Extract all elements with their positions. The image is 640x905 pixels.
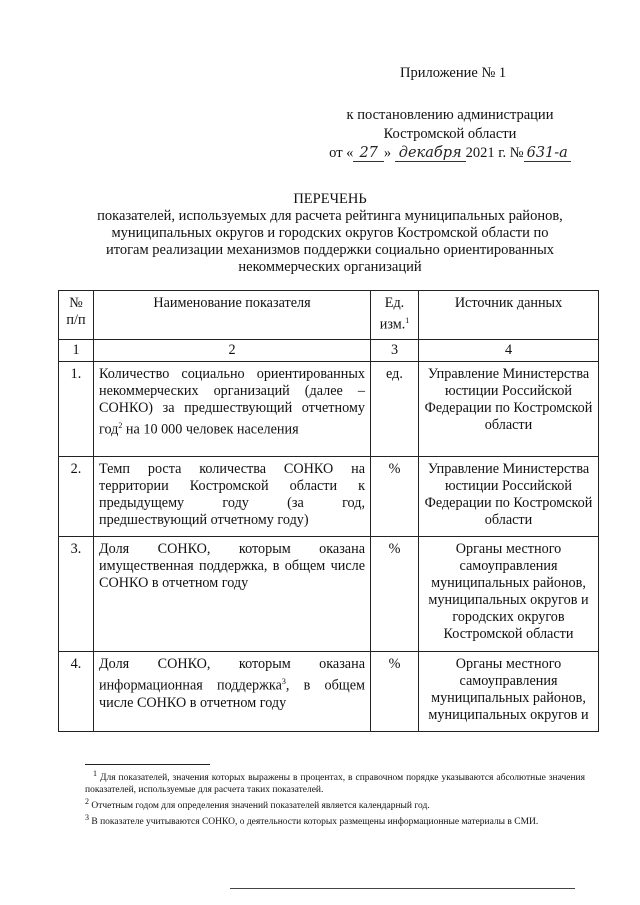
footnote-mark: 1 [93,769,97,778]
row-unit: ед. [371,362,419,457]
row-name [94,362,371,457]
footnote-mark: 2 [85,797,89,807]
document-subtitle: показателей, используемых для расчета рейтинга муниципальных районов, муниципальных округов и городских округов Костромской области по итогам реализации механизмов поддержки социально ориентированных некоммерческих организаций [97,208,563,275]
row-unit: % [371,652,419,732]
row-source: Органы местного самоуправления муниципальных районов, муниципальных округов и [419,652,599,732]
appendix-label: Приложение № 1 [400,65,507,81]
row-num: 3. [59,537,94,652]
header-name: Наименование показателя [94,291,371,340]
row-name-text: Количество социально ориентированных некоммерческих организаций (далее – СОНКО) за предшествующий отчетному год [99,366,365,438]
document-title: ПЕРЕЧЕНЬ [293,191,367,207]
footnote-text: Отчетным годом для определения значений показателей является календарный год. [91,801,430,812]
indicators-table [58,290,599,732]
footnote-text: Для показателей, значения которых выражены в процентах, в справочном порядке указываются абсолютные значения показателей, используемые для расчета таких показателей. [85,773,586,796]
table-header-row [59,291,599,340]
footnote-item [85,812,585,828]
column-index-row [59,340,599,362]
footnote-item [85,768,585,796]
footnotes [85,768,585,828]
row-name-footnote: 3 [281,677,286,686]
index-cell: 2 [94,340,371,362]
table-row [59,362,599,457]
row-source: Управление Министерства юстиции Российской Федерации по Костромской области [419,362,599,457]
page-bottom-rule [230,888,575,889]
row-source: Органы местного самоуправления муниципальных районов, муниципальных округов и городских округов Костромской области [419,537,599,652]
footnote-mark: 3 [85,813,89,823]
row-name-footnote: 2 [118,421,123,430]
header-unit-label: Ед. изм. [379,295,406,333]
region-line: Костромской области [383,126,517,142]
footnote-item [85,796,585,812]
index-cell: 4 [419,340,599,362]
header-num: № п/п [59,291,94,340]
table-row [59,457,599,537]
index-cell: 3 [371,340,419,362]
row-name-tail: , в общем числе СОНКО в отчетном году [99,677,365,711]
header-unit [371,291,419,340]
date-line [300,144,600,163]
date-month: декабря [395,145,466,162]
row-num: 1. [59,362,94,457]
decree-number: 631-а [524,145,571,162]
date-prefix: от « [329,145,354,161]
row-unit: % [371,457,419,537]
date-year: 2021 г. № [465,145,524,161]
row-num: 2. [59,457,94,537]
row-name-text: Темп роста количества СОНКО на территории Костромской области к предыдущему году (за год, предшествующий отчетному году) [99,461,365,528]
table-row [59,537,599,652]
header-source: Источник данных [419,291,599,340]
row-name-text: Доля СОНКО, которым оказана имущественная поддержка, в общем числе СОНКО в отчетном году [99,541,365,591]
date-mid: » [383,145,392,161]
date-day: 27 [353,145,383,162]
row-name [94,457,371,537]
row-name [94,652,371,732]
row-name-text: Доля СОНКО, которым оказана информационная поддержка [99,656,365,694]
footnote-text: В показателе учитываются СОНКО, о деятельности которых размещены информационные материалы в СМИ. [91,817,539,828]
row-source: Управление Министерства юстиции Российской Федерации по Костромской области [419,457,599,537]
table-row [59,652,599,732]
header-unit-footnote: 1 [405,316,410,325]
row-name-tail: на 10 000 человек населения [122,421,299,438]
row-name [94,537,371,652]
decree-line: к постановлению администрации [346,107,554,123]
row-unit: % [371,537,419,652]
row-num: 4. [59,652,94,732]
index-cell: 1 [59,340,94,362]
footnote-divider [85,764,210,765]
